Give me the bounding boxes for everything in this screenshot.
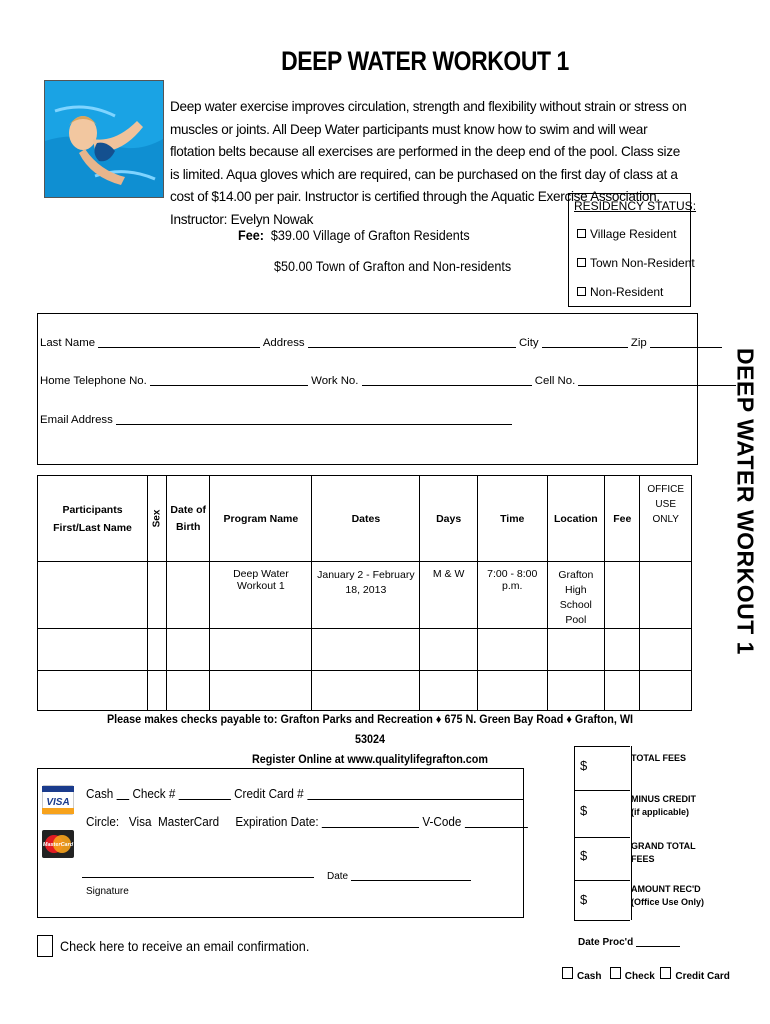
header-dob: Date of Birth xyxy=(167,476,210,562)
location-cell xyxy=(547,671,605,711)
fees-divider xyxy=(574,880,630,881)
header-days: Days xyxy=(420,476,478,562)
date-procd-field[interactable] xyxy=(636,937,680,947)
program-cell xyxy=(210,629,312,671)
checkbox-icon[interactable] xyxy=(577,287,586,296)
register-online[interactable]: Register Online at www.qualitylifegrafton.com xyxy=(251,752,489,766)
time-cell xyxy=(477,629,547,671)
signature-line[interactable] xyxy=(82,877,314,878)
location-cell: Grafton High School Pool xyxy=(547,562,605,629)
days-cell xyxy=(420,671,478,711)
residency-village-option[interactable]: Village Resident xyxy=(577,227,677,241)
participant-name-cell[interactable] xyxy=(38,629,148,671)
visa-logo-text: VISA xyxy=(46,797,70,808)
visa-option[interactable]: Visa xyxy=(128,814,152,829)
header-sex: Sex xyxy=(148,476,167,562)
mastercard-icon xyxy=(42,828,74,860)
work-phone-field[interactable] xyxy=(362,374,532,386)
date-row: Date xyxy=(327,869,471,882)
days-cell xyxy=(420,629,478,671)
dob-cell[interactable] xyxy=(167,629,210,671)
dob-cell[interactable] xyxy=(167,562,210,629)
table-row xyxy=(38,562,692,629)
address-field[interactable] xyxy=(308,336,516,348)
fee-label: Fee: xyxy=(238,227,264,243)
minus-credit-dollar[interactable]: $ xyxy=(580,803,588,818)
contact-row-1: Last Name Address City Zip xyxy=(40,336,722,349)
email-confirmation-checkbox[interactable] xyxy=(37,935,53,957)
program-cell xyxy=(210,671,312,711)
fee-cell[interactable] xyxy=(605,629,640,671)
cash-field[interactable] xyxy=(117,788,130,800)
contact-row-3: Email Address xyxy=(40,413,512,426)
participant-name-cell[interactable] xyxy=(38,671,148,711)
time-cell xyxy=(477,671,547,711)
date-procd: Date Proc'd xyxy=(578,937,680,948)
residency-nonresident-option[interactable]: Non-Resident xyxy=(577,285,663,299)
sex-cell[interactable] xyxy=(148,562,167,629)
checkbox-icon[interactable] xyxy=(610,967,621,979)
program-description: Deep water exercise improves circulation, strength and flexibility without strain or stress on muscles or joints. All Deep Water participants must know how to swim and will wear flotation belts because all exercises are performed in the deep end of the pool. Class size is limited. Aqua gloves which are required, can be purchased on the first day of class at a cost of $14.00 per pair. Instructor is certified through the Aquatic Exercise Association. Instructor: Evelyn Nowak xyxy=(170,99,687,227)
total-fees-label: TOTAL FEES xyxy=(631,753,687,763)
payable-line: Please makes checks payable to: Grafton Parks and Recreation ♦ 675 N. Green Bay Road ♦ Grafton, WI 53024 xyxy=(106,712,634,746)
fee-resident: $39.00 Village of Grafton Residents xyxy=(270,227,470,243)
contact-row-2: Home Telephone No. Work No. Cell No. xyxy=(40,374,736,387)
last-name-field[interactable] xyxy=(98,336,260,348)
total-fees-dollar[interactable]: $ xyxy=(580,758,588,773)
minus-credit-label: MINUS CREDIT (if applicable) xyxy=(631,794,696,817)
office-cell xyxy=(640,671,692,711)
header-location: Location xyxy=(547,476,605,562)
fees-divider xyxy=(574,790,630,791)
days-cell: M & W xyxy=(420,562,478,629)
fees-divider xyxy=(574,746,630,747)
time-cell: 7:00 - 8:00 p.m. xyxy=(477,562,547,629)
sex-cell[interactable] xyxy=(148,671,167,711)
city-field[interactable] xyxy=(542,336,628,348)
side-title-text: DEEP WATER WORKOUT 1 xyxy=(732,348,759,655)
header-office-use: OFFICE USE ONLY xyxy=(640,476,692,562)
header-fee: Fee xyxy=(605,476,640,562)
sex-cell[interactable] xyxy=(148,629,167,671)
dates-cell xyxy=(312,671,420,711)
header-dates: Dates xyxy=(312,476,420,562)
dates-cell xyxy=(312,629,420,671)
payment-row-1: Cash Check # Credit Card # xyxy=(86,786,523,801)
checkbox-icon[interactable] xyxy=(562,967,573,979)
visa-card-icon xyxy=(42,784,74,816)
grand-total-label: GRAND TOTAL FEES xyxy=(631,841,696,864)
participant-name-cell[interactable] xyxy=(38,562,148,629)
swimmer-photo xyxy=(44,80,164,198)
email-confirmation-label: Check here to receive an email confirmation. xyxy=(60,938,310,954)
fee-cell[interactable] xyxy=(605,562,640,629)
header-program: Program Name xyxy=(210,476,312,562)
fee-line-1 xyxy=(238,227,470,243)
fees-divider xyxy=(574,837,630,838)
check-number-field[interactable] xyxy=(179,788,231,800)
home-phone-field[interactable] xyxy=(150,374,308,386)
checkbox-icon[interactable] xyxy=(660,967,671,979)
signature-label: Signature xyxy=(86,886,129,897)
residency-status-title: RESIDENCY STATUS: xyxy=(574,199,697,213)
mastercard-logo-text: MasterCard xyxy=(42,842,74,848)
processed-options: Cash Check Credit Card xyxy=(562,967,730,982)
amount-recd-dollar[interactable]: $ xyxy=(580,892,588,907)
expiration-field[interactable] xyxy=(322,816,419,828)
fee-nonresident: $50.00 Town of Grafton and Non-residents xyxy=(274,258,512,274)
zip-field[interactable] xyxy=(650,336,722,348)
table-header-row xyxy=(38,476,692,562)
email-field[interactable] xyxy=(116,413,512,425)
header-participants: Participants First/Last Name xyxy=(38,476,148,562)
fee-cell[interactable] xyxy=(605,671,640,711)
program-cell: Deep Water Workout 1 xyxy=(210,562,312,629)
dob-cell[interactable] xyxy=(167,671,210,711)
credit-card-field[interactable] xyxy=(307,788,523,800)
diamond-icon: ♦ xyxy=(566,712,572,726)
mastercard-option[interactable]: MasterCard xyxy=(157,814,220,829)
side-title xyxy=(730,268,760,738)
office-cell xyxy=(640,629,692,671)
fees-divider xyxy=(574,920,630,921)
grand-total-dollar[interactable]: $ xyxy=(580,848,588,863)
dates-cell: January 2 - February 18, 2013 xyxy=(312,562,420,629)
participants-table xyxy=(37,475,692,711)
checkbox-icon[interactable] xyxy=(577,229,586,238)
table-row xyxy=(38,629,692,671)
amount-recd-label: AMOUNT REC'D (Office Use Only) xyxy=(631,884,705,907)
header-time: Time xyxy=(477,476,547,562)
page-title: DEEP WATER WORKOUT 1 xyxy=(281,46,569,76)
diamond-icon: ♦ xyxy=(435,712,442,726)
cell-phone-field[interactable] xyxy=(578,374,736,386)
date-field[interactable] xyxy=(351,869,471,881)
vcode-field[interactable] xyxy=(465,816,528,828)
office-cell xyxy=(640,562,692,629)
table-row xyxy=(38,671,692,711)
checkbox-icon[interactable] xyxy=(577,258,586,267)
residency-town-option[interactable]: Town Non-Resident xyxy=(577,256,695,270)
location-cell xyxy=(547,629,605,671)
payment-row-2: Circle: Visa MasterCard Expiration Date: V-Code xyxy=(86,814,528,829)
